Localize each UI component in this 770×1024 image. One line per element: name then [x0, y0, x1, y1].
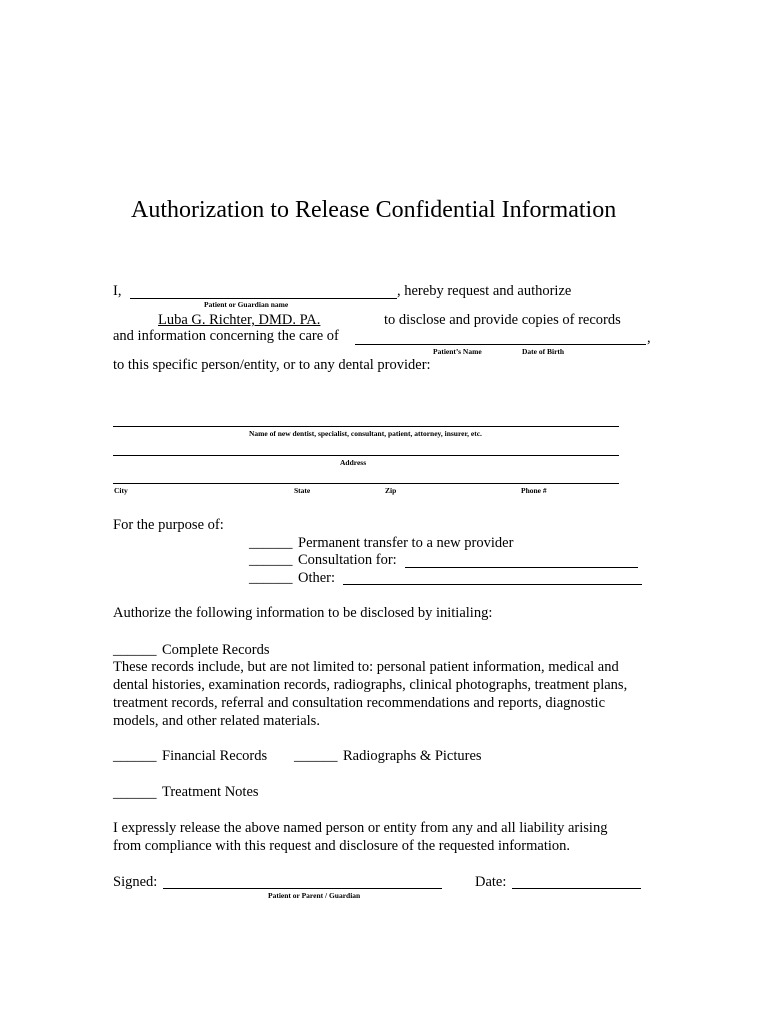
intro-prefix: I,: [113, 283, 122, 299]
complete-records-desc-line-1: These records include, but are not limited to: personal patient information, medical and: [113, 659, 619, 675]
purpose-heading: For the purpose of:: [113, 517, 224, 533]
financial-records-blank[interactable]: ______: [113, 748, 157, 764]
authorize-heading: Authorize the following information to be disclosed by initialing:: [113, 605, 493, 621]
patient-name-caption: Patient’s Name: [433, 347, 482, 356]
complete-records-label: Complete Records: [162, 642, 270, 658]
purpose-option-consultation-blank[interactable]: ______: [249, 552, 293, 568]
care-text: and information concerning the care of: [113, 328, 339, 344]
care-comma: ,: [647, 330, 651, 346]
request-text: , hereby request and authorize: [397, 283, 572, 299]
dob-caption: Date of Birth: [522, 347, 565, 356]
phone-caption: Phone #: [521, 486, 547, 495]
complete-records-desc-line-4: models, and other related materials.: [113, 713, 320, 729]
address-caption: Address: [340, 458, 367, 467]
provider-name: Luba G. Richter, DMD. PA.: [158, 312, 321, 328]
guardian-name-caption: Patient or Guardian name: [204, 300, 289, 309]
document-title: Authorization to Release Confidential Information: [131, 197, 617, 223]
complete-records-blank[interactable]: ______: [113, 642, 157, 658]
complete-records-desc-line-3: treatment records, referral and consultation recommendations and reports, diagnostic: [113, 695, 606, 711]
patient-name-dob-line[interactable]: [355, 344, 646, 345]
radiographs-blank[interactable]: ______: [294, 748, 338, 764]
guardian-name-line[interactable]: [130, 298, 397, 299]
city-state-zip-phone-line[interactable]: [113, 483, 619, 484]
purpose-option-transfer-blank[interactable]: ______: [249, 535, 293, 551]
treatment-notes-blank[interactable]: ______: [113, 785, 157, 801]
purpose-option-other-blank[interactable]: ______: [249, 570, 293, 586]
radiographs-label: Radiographs & Pictures: [343, 748, 482, 764]
signed-caption: Patient or Parent / Guardian: [268, 891, 361, 900]
recipient-name-line[interactable]: [113, 426, 619, 427]
consultation-line[interactable]: [405, 567, 638, 568]
signature-line[interactable]: [163, 888, 442, 889]
date-label: Date:: [475, 874, 507, 890]
city-caption: City: [114, 486, 128, 495]
recipient-name-caption: Name of new dentist, specialist, consultant, patient, attorney, insurer, etc.: [249, 429, 482, 438]
financial-records-label: Financial Records: [162, 748, 268, 764]
purpose-option-other-label: Other:: [298, 570, 336, 586]
release-line-1: I expressly release the above named person or entity from any and all liability arising: [113, 820, 608, 836]
recipient-text: to this specific person/entity, or to any dental provider:: [113, 357, 431, 373]
release-line-2: from compliance with this request and disclosure of the requested information.: [113, 838, 571, 854]
purpose-option-transfer-label: Permanent transfer to a new provider: [298, 535, 514, 551]
state-caption: State: [294, 486, 311, 495]
disclose-text: to disclose and provide copies of records: [384, 312, 621, 328]
zip-caption: Zip: [385, 486, 397, 495]
purpose-option-consultation-label: Consultation for:: [298, 552, 397, 568]
other-line[interactable]: [343, 584, 642, 585]
address-line[interactable]: [113, 455, 619, 456]
date-line[interactable]: [512, 888, 641, 889]
complete-records-desc-line-2: dental histories, examination records, radiographs, clinical photographs, treatment plans,: [113, 677, 628, 693]
treatment-notes-label: Treatment Notes: [162, 784, 259, 800]
signed-label: Signed:: [113, 874, 158, 890]
